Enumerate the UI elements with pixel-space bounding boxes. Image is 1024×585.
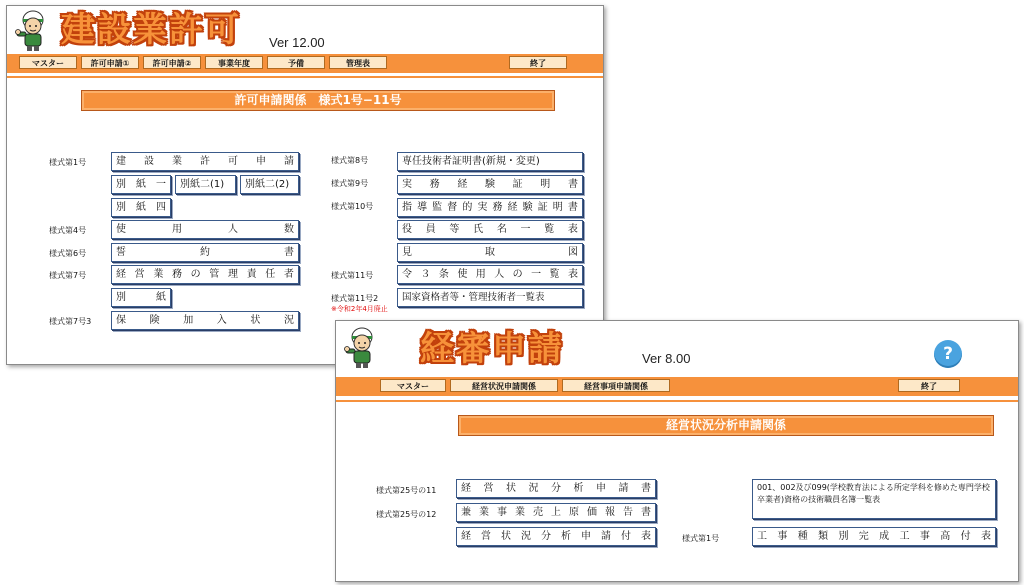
form-mitorizu-button[interactable]: 見 取 図 <box>397 243 583 262</box>
form-senin-gijutsusha-button[interactable]: 専任技術者証明書(新規・変更) <box>397 152 583 171</box>
label-form-4: 様式第4号 <box>49 226 87 235</box>
form-shidou-kantoku-button[interactable]: 指 導 監 督 的 実 務 経 験 証 明 書 <box>397 198 583 217</box>
mascot-worker-icon <box>342 325 382 369</box>
menu-bar <box>336 377 1018 396</box>
section-header: 許可申請関係 様式1号−11号 <box>81 90 555 111</box>
exit-button[interactable]: 終了 <box>898 379 960 392</box>
kensetsu-kyoka-window <box>6 5 604 365</box>
form-besshi2-1-button[interactable]: 別紙二(1) <box>175 175 236 194</box>
form-besshi4-button[interactable]: 別 紙 四 <box>111 198 171 217</box>
label-form-1: 様式第1号 <box>682 534 720 543</box>
exit-button[interactable]: 終了 <box>509 56 567 69</box>
menu-kyoka1-button[interactable]: 許可申請① <box>81 56 139 69</box>
form-keiei-kanri-button[interactable]: 経 営 業 務 の 管 理 責 任 者 <box>111 265 299 284</box>
version-label: Ver 12.00 <box>269 35 325 50</box>
menu-bar-underline <box>7 76 603 78</box>
menu-keiei-joukyou-button[interactable]: 経営状況申請関係 <box>450 379 558 392</box>
form-kansei-koujidaka-button[interactable]: 工 事 種 類 別 完 成 工 事 高 付 表 <box>752 527 996 546</box>
form-jitsumu-keiken-button[interactable]: 実 務 経 験 証 明 書 <box>397 175 583 194</box>
form-kensetsu-kyoka-shinsei-button[interactable]: 建 設 業 許 可 申 請 <box>111 152 299 171</box>
menu-master-button[interactable]: マスター <box>19 56 77 69</box>
menu-jigyou-nendo-button[interactable]: 事業年度 <box>205 56 263 69</box>
label-form-6: 様式第6号 <box>49 249 87 258</box>
label-form-25-11: 様式第25号の11 <box>376 486 437 495</box>
menu-keiei-jikou-button[interactable]: 経営事項申請関係 <box>562 379 670 392</box>
label-form-7: 様式第7号 <box>49 271 87 280</box>
form-kokka-shikaku-button[interactable]: 国家資格者等・管理技術者一覧表 <box>397 288 583 307</box>
menu-bar-underline <box>336 400 1018 402</box>
label-form-11-2: 様式第11号2 <box>331 294 379 303</box>
label-form-7-3: 様式第7号3 <box>49 317 92 326</box>
form-yakuin-ichiran-button[interactable]: 役 員 等 氏 名 一 覧 表 <box>397 220 583 239</box>
app-title: 経審申請 <box>420 329 564 369</box>
form-seiyaku-button[interactable]: 誓 約 書 <box>111 243 299 262</box>
menu-yobi-button[interactable]: 予備 <box>267 56 325 69</box>
label-form-10: 様式第10号 <box>331 202 374 211</box>
form-shiyounin-button[interactable]: 使 用 人 数 <box>111 220 299 239</box>
app-title: 建設業許可 <box>61 10 241 50</box>
form-rei3-shiyounin-button[interactable]: 令 ３ 条 使 用 人 の 一 覧 表 <box>397 265 583 284</box>
version-label: Ver 8.00 <box>642 351 691 366</box>
label-form-9: 様式第9号 <box>331 179 369 188</box>
section-header: 経営状況分析申請関係 <box>458 415 994 436</box>
form-gijutsu-meibo-button[interactable]: 001、002及び099(学校教育法による所定学科を修めた専門学校卒業者)資格の技術職員名簿一覧表 <box>752 479 996 519</box>
menu-kyoka2-button[interactable]: 許可申請② <box>143 56 201 69</box>
form-bunseki-fuhyo-button[interactable]: 経 営 状 況 分 析 申 請 付 表 <box>456 527 656 546</box>
abolished-note: ※令和2年4月廃止 <box>331 305 388 313</box>
label-form-11: 様式第11号 <box>331 271 374 280</box>
keishin-window <box>335 320 1019 582</box>
form-hoken-button[interactable]: 保 険 加 入 状 況 <box>111 311 299 330</box>
form-besshi1-button[interactable]: 別 紙 一 <box>111 175 171 194</box>
form-besshi-button[interactable]: 別 紙 <box>111 288 171 307</box>
label-form-1: 様式第1号 <box>49 158 87 167</box>
mascot-worker-icon <box>13 8 53 52</box>
menu-bar <box>7 54 603 73</box>
form-keiei-bunseki-button[interactable]: 経 営 状 況 分 析 申 請 書 <box>456 479 656 498</box>
form-kengyo-genka-button[interactable]: 兼 業 事 業 売 上 原 価 報 告 書 <box>456 503 656 522</box>
label-form-8: 様式第8号 <box>331 156 369 165</box>
form-besshi2-2-button[interactable]: 別紙二(2) <box>240 175 299 194</box>
help-icon[interactable]: ? <box>934 340 962 368</box>
menu-master-button[interactable]: マスター <box>380 379 446 392</box>
menu-kanrihyo-button[interactable]: 管理表 <box>329 56 387 69</box>
label-form-25-12: 様式第25号の12 <box>376 510 437 519</box>
